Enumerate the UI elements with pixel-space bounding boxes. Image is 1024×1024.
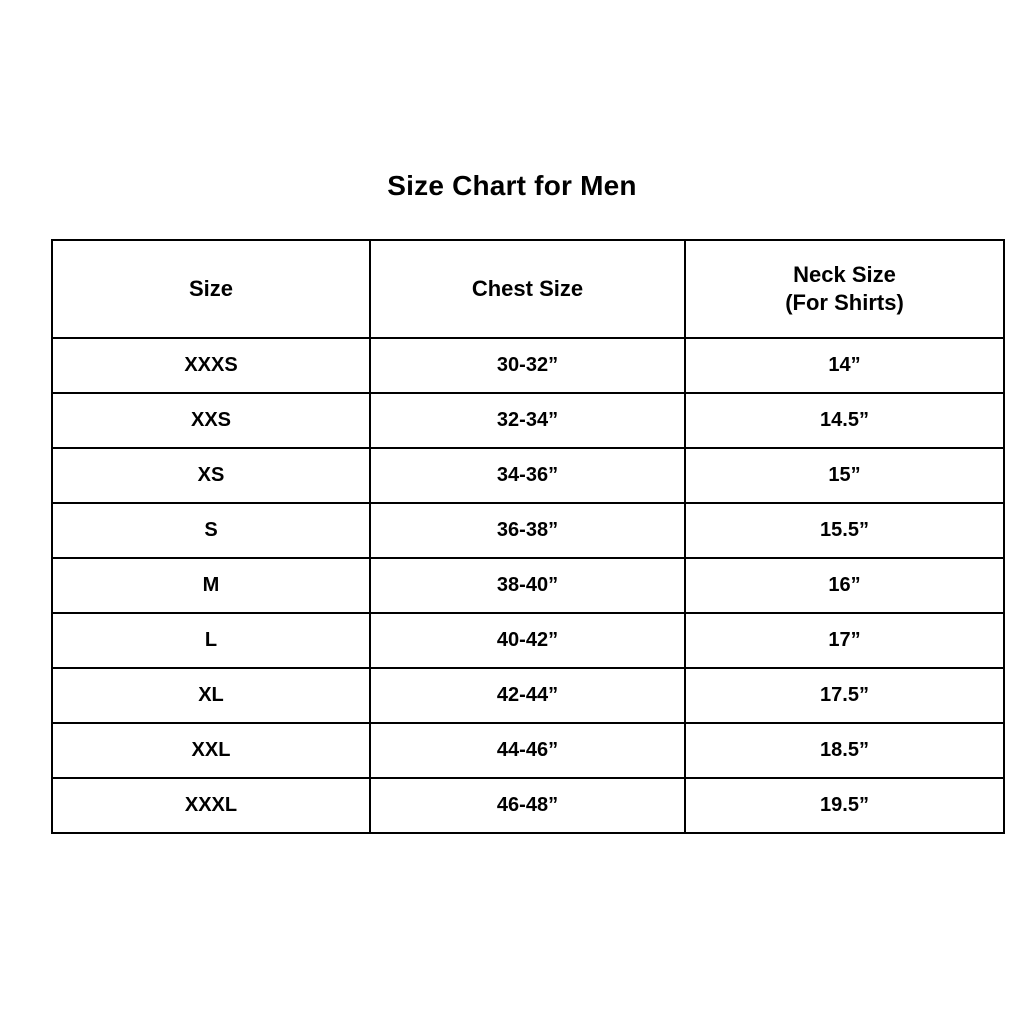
cell-neck: 18.5” <box>685 723 1004 778</box>
cell-chest: 32-34” <box>370 393 685 448</box>
cell-size: XS <box>52 448 370 503</box>
table-row <box>52 338 1004 393</box>
cell-chest: 34-36” <box>370 448 685 503</box>
cell-size: XXL <box>52 723 370 778</box>
cell-size: XXS <box>52 393 370 448</box>
size-chart-table <box>51 239 1005 834</box>
column-header-size <box>52 240 370 338</box>
table-row <box>52 448 1004 503</box>
cell-neck: 16” <box>685 558 1004 613</box>
cell-neck: 17” <box>685 613 1004 668</box>
cell-neck: 19.5” <box>685 778 1004 833</box>
cell-chest: 44-46” <box>370 723 685 778</box>
cell-neck: 14” <box>685 338 1004 393</box>
cell-size: S <box>52 503 370 558</box>
cell-chest: 40-42” <box>370 613 685 668</box>
table-row <box>52 558 1004 613</box>
table-header-row <box>52 240 1004 338</box>
column-header-neck <box>685 240 1004 338</box>
table-row <box>52 668 1004 723</box>
cell-chest: 30-32” <box>370 338 685 393</box>
column-header-chest <box>370 240 685 338</box>
table-body <box>52 338 1004 833</box>
cell-size: XXXS <box>52 338 370 393</box>
page-title: Size Chart for Men <box>387 170 637 201</box>
cell-size: XXXL <box>52 778 370 833</box>
table-row <box>52 393 1004 448</box>
table-row <box>52 723 1004 778</box>
cell-neck: 17.5” <box>685 668 1004 723</box>
table-row <box>52 503 1004 558</box>
cell-chest: 36-38” <box>370 503 685 558</box>
table-row <box>52 778 1004 833</box>
column-header-neck-sublabel: (For Shirts) <box>785 290 904 315</box>
table-row <box>52 613 1004 668</box>
cell-neck: 15” <box>685 448 1004 503</box>
table-header <box>52 240 1004 338</box>
cell-chest: 46-48” <box>370 778 685 833</box>
cell-size: L <box>52 613 370 668</box>
cell-chest: 42-44” <box>370 668 685 723</box>
cell-size: XL <box>52 668 370 723</box>
cell-size: M <box>52 558 370 613</box>
column-header-chest-label: Chest Size <box>471 275 584 301</box>
column-header-neck-label: Neck Size <box>793 261 896 287</box>
cell-neck: 15.5” <box>685 503 1004 558</box>
cell-chest: 38-40” <box>370 558 685 613</box>
cell-neck: 14.5” <box>685 393 1004 448</box>
column-header-size-label: Size <box>188 275 234 301</box>
